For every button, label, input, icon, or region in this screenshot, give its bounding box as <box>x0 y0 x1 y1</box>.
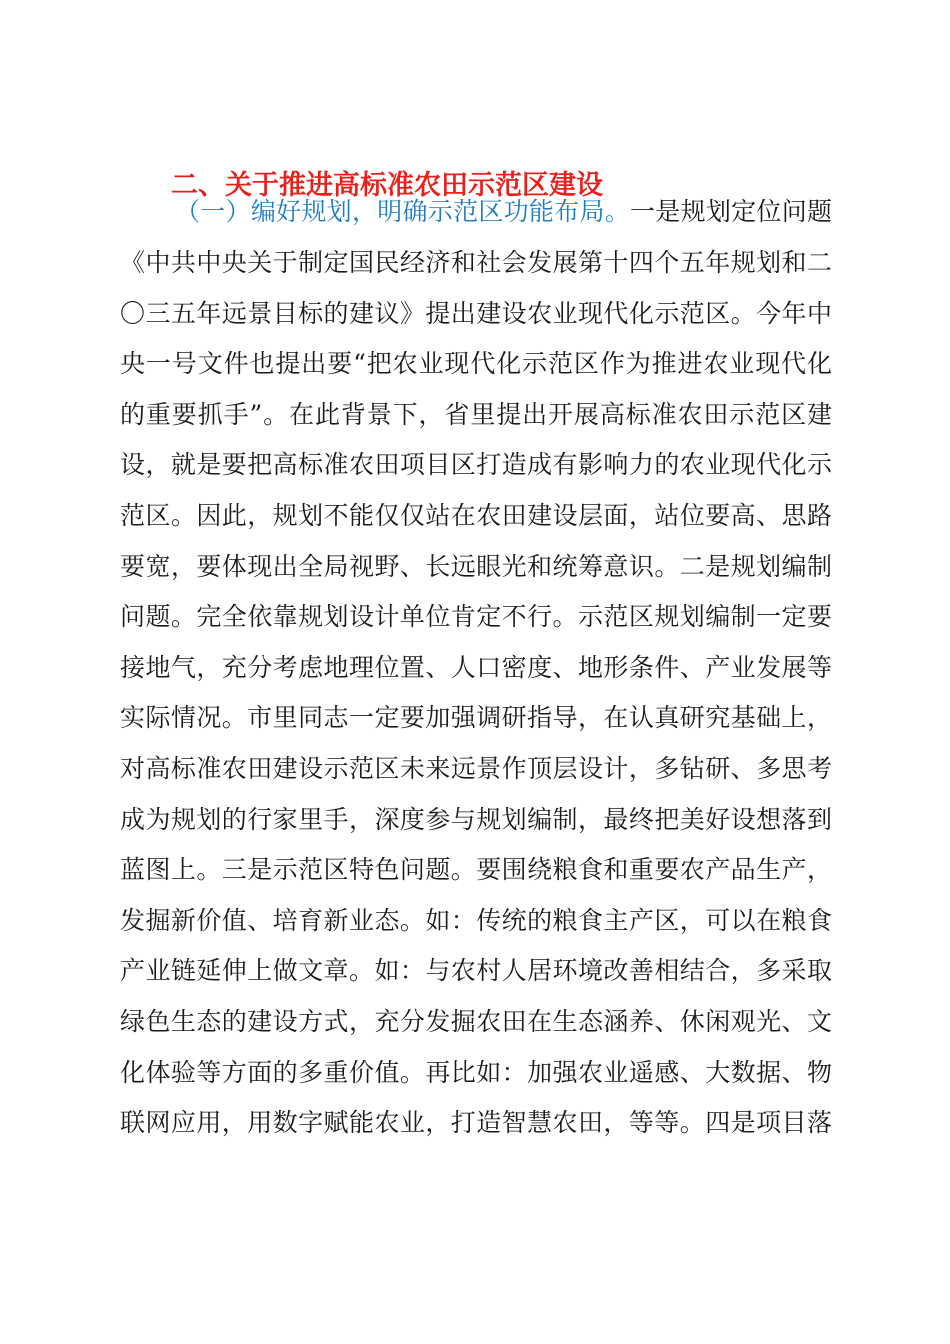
paragraph-line: 的重要抓手”。在此背景下，省里提出开展高标准农田示范区建 <box>120 400 832 429</box>
paragraph-line: 化体验等方面的多重价值。再比如：加强农业遥感、大数据、物 <box>120 1058 832 1087</box>
paragraph-line: 蓝图上。三是示范区特色问题。要围绕粮食和重要农产品生产， <box>120 855 832 884</box>
paragraph-line: 要宽，要体现出全局视野、长远眼光和统筹意识。二是规划编制 <box>120 552 832 581</box>
section-heading: 二、关于推进高标准农田示范区建设 <box>171 170 603 201</box>
paragraph-line: 对高标准农田建设示范区未来远景作顶层设计，多钻研、多思考 <box>120 754 832 783</box>
paragraph-line: 绿色生态的建设方式，充分发掘农田在生态涵养、休闲观光、文 <box>120 1007 832 1036</box>
paragraph-line: 联网应用，用数字赋能农业，打造智慧农田，等等。四是项目落 <box>120 1108 832 1137</box>
paragraph-line: 问题。完全依靠规划设计单位肯定不行。示范区规划编制一定要 <box>120 602 832 631</box>
paragraph-line: 设，就是要把高标准农田项目区打造成有影响力的农业现代化示 <box>120 450 832 479</box>
paragraph-line: 《中共中央关于制定国民经济和社会发展第十四个五年规划和二 <box>120 248 832 277</box>
paragraph-line: 范区。因此，规划不能仅仅站在农田建设层面，站位要高、思路 <box>120 501 832 530</box>
paragraph-first-line <box>175 192 832 232</box>
first-line-text: 一是规划定位问题 <box>630 197 832 226</box>
paragraph-line: 央一号文件也提出要“把农业现代化示范区作为推进农业现代化 <box>120 349 832 378</box>
paragraph-line: 实际情况。市里同志一定要加强调研指导，在认真研究基础上， <box>120 703 832 732</box>
subheading: （一）编好规划，明确示范区功能布局。 <box>175 197 631 226</box>
paragraph-line: 接地气，充分考虑地理位置、人口密度、地形条件、产业发展等 <box>120 653 832 682</box>
paragraph-line: 产业链延伸上做文章。如：与农村人居环境改善相结合，多采取 <box>120 956 832 985</box>
paragraph-line: 发掘新价值、培育新业态。如：传统的粮食主产区，可以在粮食 <box>120 906 832 935</box>
paragraph-line: 成为规划的行家里手，深度参与规划编制，最终把美好设想落到 <box>120 805 832 834</box>
paragraph-line: 〇三五年远景目标的建议》提出建设农业现代化示范区。今年中 <box>120 299 832 328</box>
